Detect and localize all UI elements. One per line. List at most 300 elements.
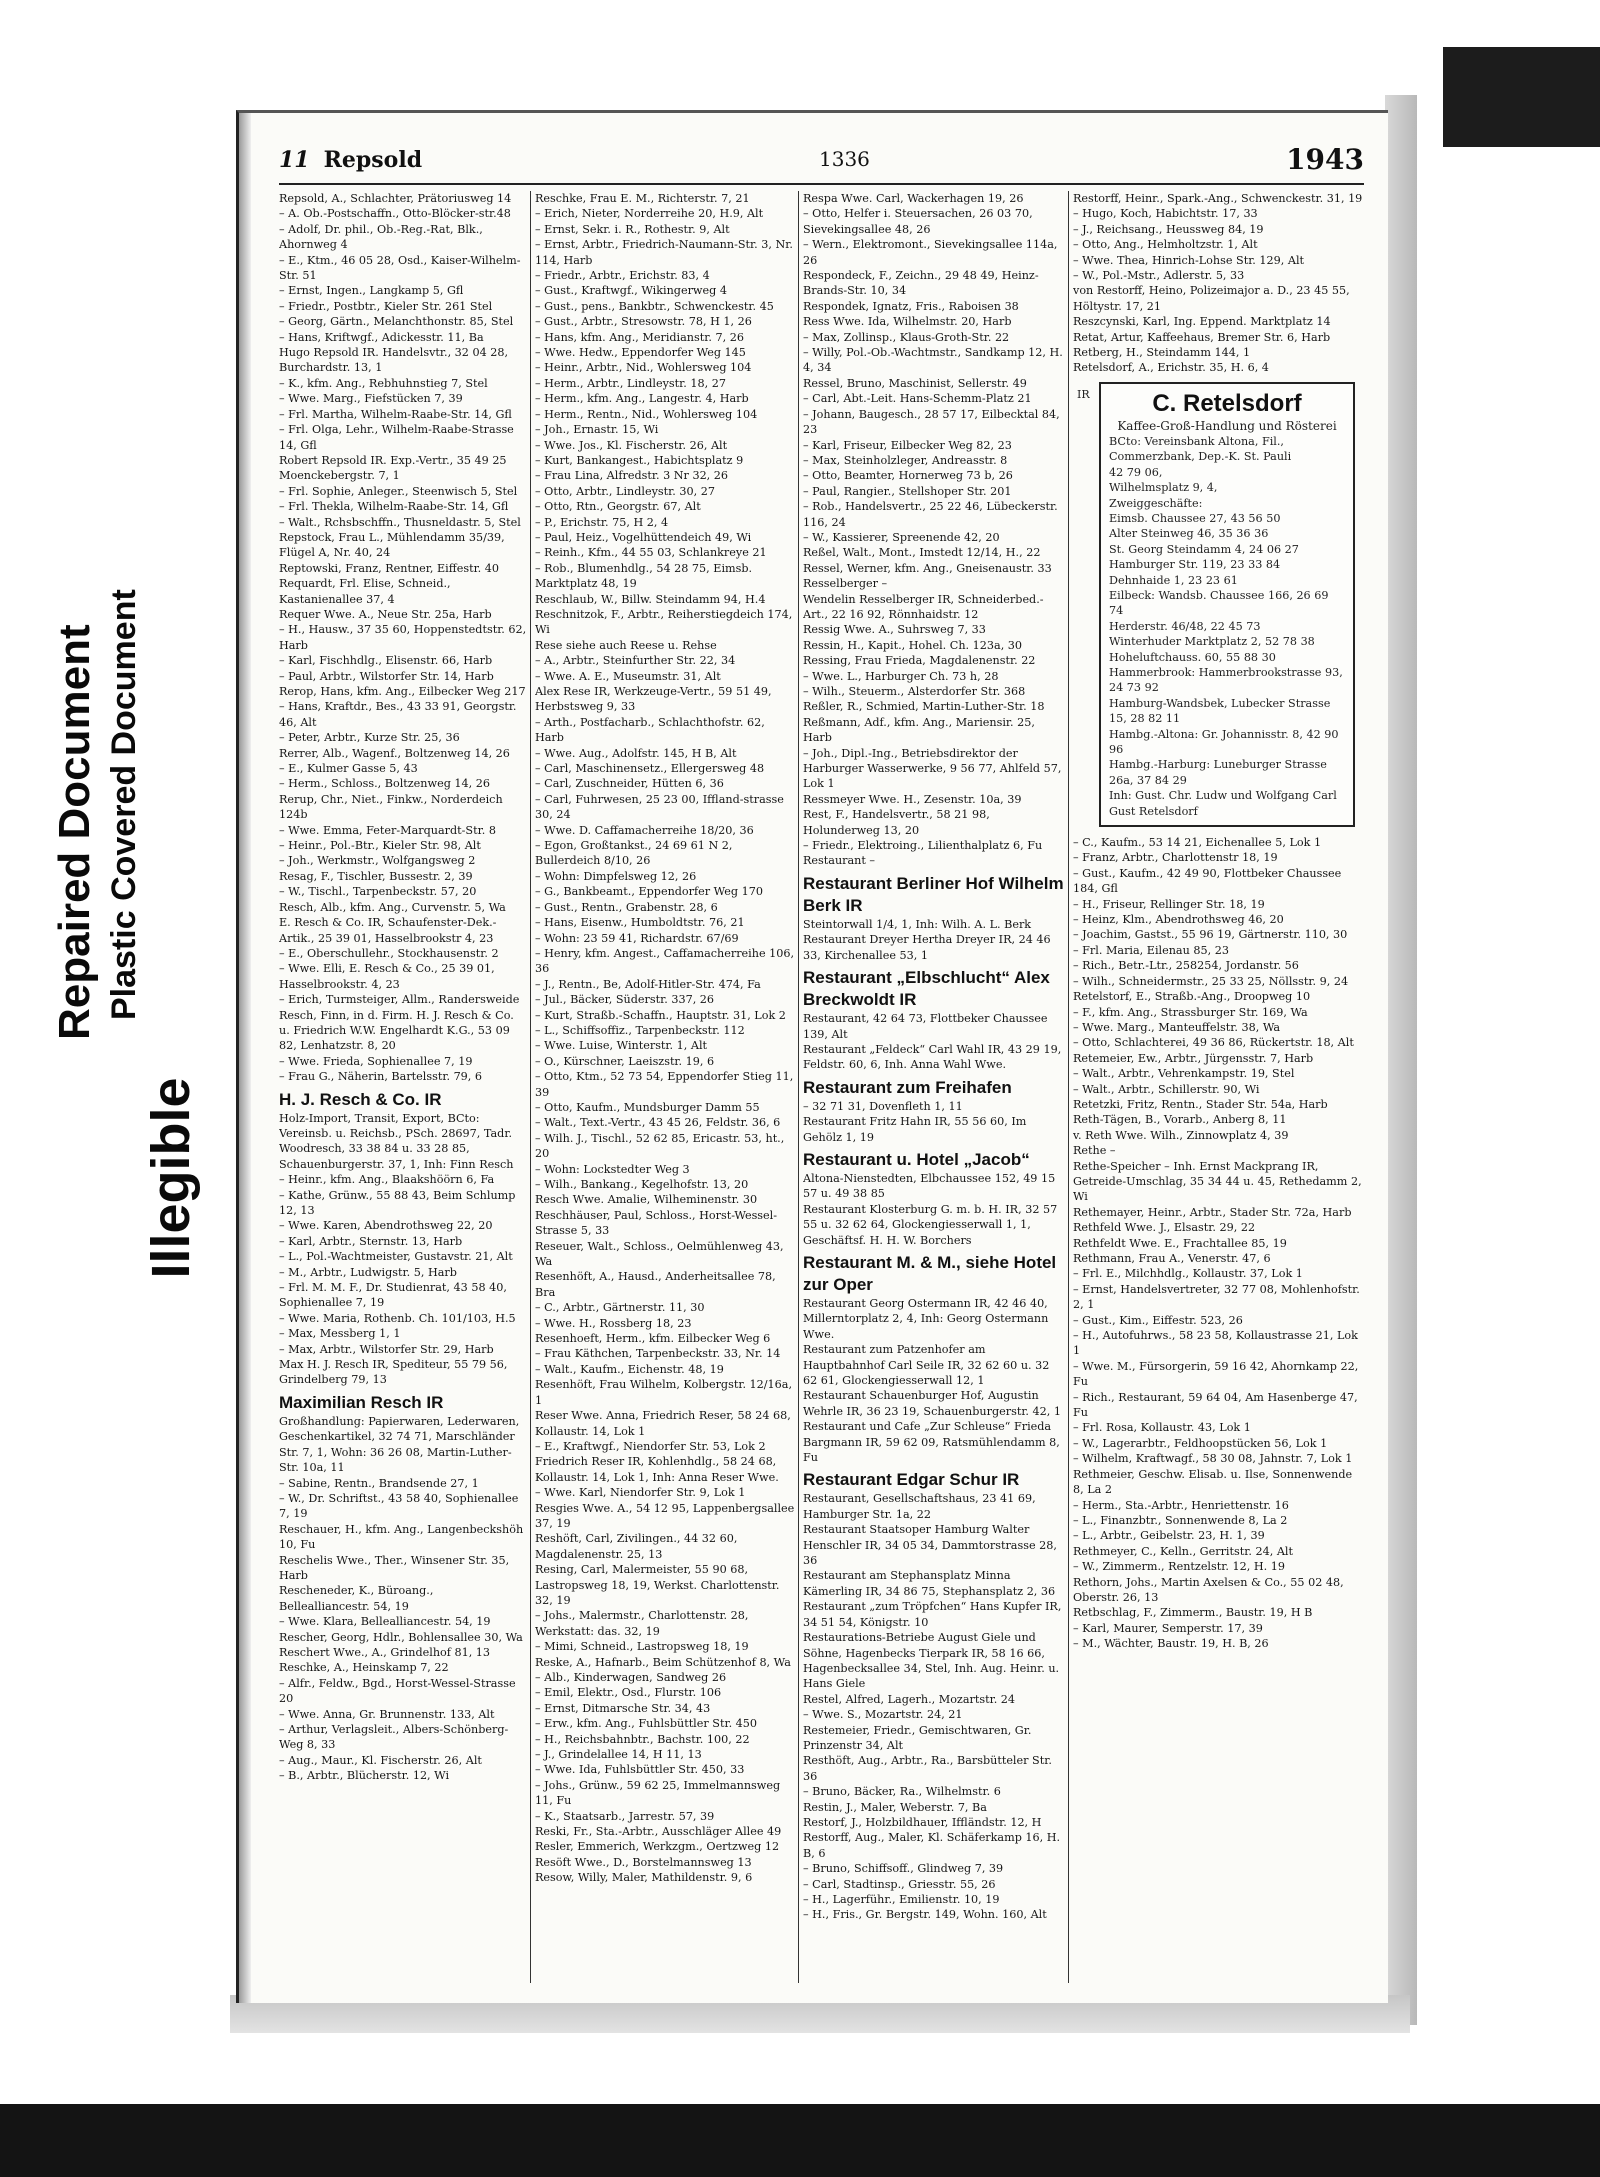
ad-line: BCto: Vereinsbank Altona, Fil., Commerzbank, Dep.-K. St. Pauli [1109, 434, 1292, 464]
header-left [279, 147, 422, 173]
listing-entry: Alex Rese IR, Werkzeuge-Vertr., 59 51 49, Herbstsweg 9, 33 [535, 685, 772, 714]
ad-subtitle: Kaffee-Groß-Handlung und Rösterei [1117, 418, 1337, 433]
listing-entry: Restorff, Aug., Maler, Kl. Schäferkamp 16, H. B, 6 [803, 1831, 1061, 1860]
listing-entry: – Gust., Kraftwgf., Wikingerweg 4 [535, 284, 727, 298]
listing-entry: Restaurant Staatsoper Hamburg Walter Henschler IR, 34 05 34, Dammtorstrasse 28, 36 [803, 1523, 1057, 1568]
listing-entry: – Carl, Fuhrwesen, 25 23 00, Iffland-strasse 30, 24 [535, 792, 784, 822]
listing-entry: – Wilh. J., Tischl., 52 62 85, Ericastr. 53, ht., 20 [535, 1131, 785, 1161]
listing-entry: – Herm., Schloss., Boltzenweg 14, 26 [279, 777, 491, 791]
listing-entry: Rethmann, Frau A., Venerstr. 47, 6 [1073, 1252, 1271, 1265]
listing-entry: – Herm., Arbtr., Lindleystr. 18, 27 [535, 376, 726, 390]
column-divider [798, 191, 799, 1983]
listing-entry: v. Reth Wwe. Wilh., Zinnowplatz 4, 39 [1073, 1128, 1289, 1142]
listing-entry: Reßler, R., Schmied, Martin-Luther-Str. 18 [803, 700, 1045, 714]
listing-entry: – Max, Messberg 1, 1 [279, 1327, 401, 1341]
listing-entry: – Heinr., kfm. Ang., Blaakshöörn 6, Fa [279, 1173, 495, 1187]
ad-line: Inh: Gust. Chr. Ludw und Wolfgang Carl Gust Retelsdorf [1109, 789, 1337, 818]
listing-entry: Großhandlung: Papierwaren, Lederwaren, Geschenkartikel, 32 74 71, Marschländer Str. 7, 1, Wohn: 36 26 08, Martin-Luther-Str. 10a, 11 [279, 1414, 520, 1475]
listing-entry: Respondek, Ignatz, Fris., Raboisen 38 [803, 299, 1019, 313]
listing-entry: – K., kfm. Ang., Rebhuhnstieg 7, Stel [279, 376, 488, 390]
listing-entry: – Wwe. Karen, Abendrothsweg 22, 20 [279, 1219, 493, 1233]
listing-entry: Reptowski, Franz, Rentner, Eiffestr. 40 [279, 561, 500, 575]
column-2 [535, 191, 795, 1983]
listing-entry: – G., Bankbeamt., Eppendorfer Weg 170 [535, 885, 763, 899]
column-divider [1068, 191, 1069, 1983]
listing-entry: Ressel, Werner, kfm. Ang., Gneisenaustr. 33 [803, 561, 1052, 575]
listing-entry: Respa Wwe. Carl, Wackerhagen 19, 26 [803, 192, 1024, 205]
listing-entry: – C., Arbtr., Gärtnerstr. 11, 30 [535, 1301, 705, 1315]
listing-entry: – Wwe. Hedw., Eppendorfer Weg 145 [535, 346, 746, 360]
listing-entry: – Wwe. Thea, Hinrich-Lohse Str. 129, Alt [1073, 253, 1305, 267]
listing-entry: – Carl, Zuschneider, Hütten 6, 36 [535, 777, 724, 791]
ad-line: Hambg.-Harburg: Luneburger Strasse 26a, 37 84 29 [1109, 758, 1327, 787]
listing-entry: – Max, Steinholzleger, Andreasstr. 8 [803, 453, 1008, 467]
retelsdorf-advertisement [1077, 382, 1355, 827]
listing-entry: Restaurant Georg Ostermann IR, 42 46 40, Millerntorplatz 2, 4, Inh: Georg Ostermann Wwe. [803, 1296, 1049, 1341]
listing-entry: Reschert Wwe., A., Grindelhof 81, 13 [279, 1645, 491, 1659]
listing-entry: – Peter, Arbtr., Kurze Str. 25, 36 [279, 731, 460, 745]
listing-heading: Maximilian Resch IR [279, 1392, 444, 1412]
listing-entry: – Herm., Rentn., Nid., Wohlersweg 104 [535, 407, 758, 421]
listing-entry: – Emil, Elektr., Osd., Flurstr. 106 [535, 1686, 722, 1700]
plastic-covered-document-label: Plastic Covered Document [105, 589, 143, 1020]
listing-entry: – H., Hausw., 37 35 60, Hoppenstedtstr. 62, Harb [279, 623, 527, 652]
listing-entry: – H., Lagerführ., Emilienstr. 10, 19 [803, 1893, 1000, 1906]
listing-entry: Reth-Tägen, B., Vorarb., Anberg 8, 11 [1073, 1113, 1287, 1127]
listing-entry: Restaurant am Stephansplatz Minna Kämerling IR, 34 86 75, Stephansplatz 2, 36 [803, 1569, 1056, 1598]
listing-entry: Reschke, A., Heinskamp 7, 22 [279, 1661, 449, 1675]
column-3 [803, 191, 1065, 1983]
listing-entry: – Kathe, Grünw., 55 88 43, Beim Schlump 12, 13 [279, 1188, 516, 1217]
listing-entry: – Frl. E., Milchhdlg., Kollaustr. 37, Lok 1 [1073, 1267, 1303, 1281]
listing-entry: Restaurant „zum Tröpfchen“ Hans Kupfer IR, 34 51 54, Königstr. 10 [803, 1600, 1062, 1629]
listing-entry: – Wwe. Klara, Bellealliancestr. 54, 19 [279, 1615, 491, 1629]
listing-entry: – Wwe. Luise, Winterstr. 1, Alt [535, 1039, 708, 1053]
listing-entry: Retelstorf, E., Straßb.-Ang., Droopweg 10 [1073, 990, 1311, 1004]
listing-entry: Repstock, Frau L., Mühlendamm 35/39, Flügel A, Nr. 40, 24 [279, 530, 505, 560]
listing-entry: – W., Dr. Schriftst., 43 58 40, Sophienallee 7, 19 [279, 1491, 519, 1521]
listing-entry: Resthöft, Aug., Arbtr., Ra., Barsbütteler Str. 36 [803, 1754, 1052, 1783]
listing-entry: – Wwe. H., Rossberg 18, 23 [535, 1316, 692, 1330]
ad-line: Hammerbrook: Hammerbrookstrasse 93, 24 73 92 [1109, 665, 1343, 695]
listing-entry: – Reinh., Kfm., 44 55 03, Schlankreye 21 [535, 546, 767, 560]
header-mark: 11 [279, 147, 310, 173]
listing-entry: – Wilh., Schneidermstr., 25 33 25, Nöllsstr. 9, 24 [1073, 974, 1349, 988]
listing-entry: – Ernst, Handelsvertreter, 32 77 08, Mohlenhofstr. 2, 1 [1073, 1282, 1360, 1312]
listing-entry: – L., Finanzbtr., Sonnenwende 8, La 2 [1073, 1513, 1288, 1527]
listing-entry: – W., Pol.-Mstr., Adlerstr. 5, 33 [1073, 269, 1245, 283]
listing-entry: – K., Staatsarb., Jarrestr. 57, 39 [535, 1809, 715, 1823]
listing-entry: – Joh., Ernastr. 15, Wi [535, 423, 659, 437]
listing-entry: – J., Grindelallee 14, H 11, 13 [535, 1748, 702, 1762]
listing-entry: Restaurant „Feldeck“ Carl Wahl IR, 43 29 19, Feldstr. 60, 6, Inh. Anna Wahl Wwe. [803, 1042, 1062, 1072]
listing-entry: – H., Fris., Gr. Bergstr. 149, Wohn. 160, Alt [803, 1908, 1047, 1922]
listing-entry: Resch, Finn, in d. Firm. H. J. Resch & Co. u. Friedrich W.W. Engelhardt K.G., 53 09 82, Lenhatzstr. 8, 20 [279, 1008, 514, 1053]
listing-entry: Ressmeyer Wwe. H., Zesenstr. 10a, 39 [803, 792, 1022, 806]
ad-line: Eimsb. Chaussee 27, 43 56 50 [1109, 511, 1281, 525]
listing-entry: – A. Ob.-Postschaffn., Otto-Blöcker-str.48 [279, 207, 511, 221]
listing-entry: – H., Autofuhrws., 58 23 58, Kollaustrasse 21, Lok 1 [1073, 1329, 1358, 1358]
listing-entry: – Frau Käthchen, Tarpenbeckstr. 33, Nr. 14 [535, 1347, 781, 1361]
listing-entry: Reszcynski, Karl, Ing. Eppend. Marktplatz 14 [1073, 315, 1331, 329]
listing-entry: – J., Reichsang., Heussweg 84, 19 [1073, 222, 1264, 236]
columns [279, 191, 1364, 1983]
scan-corner-block [1443, 47, 1600, 147]
illegible-label: Illegible [141, 1077, 201, 1279]
listing-entry: – H., Reichsbahnbtr., Bachstr. 100, 22 [535, 1732, 750, 1746]
listing-entry: – Ernst, Ditmarsche Str. 34, 43 [535, 1701, 711, 1715]
listing-entry: Restaurant Klosterburg G. m. b. H. IR, 32 57 55 u. 32 62 64, Glockengiesserwall 1, 1, Geschäftsf. H. H. W. Borchers [803, 1202, 1058, 1247]
listing-entry: – Wwe. Emma, Feter-Marquardt-Str. 8 [279, 823, 496, 837]
listing-heading: Restaurant u. Hotel „Jacob“ [803, 1149, 1030, 1169]
listing-entry: von Restorff, Heino, Polizeimajor a. D., 23 45 55, Höltystr. 17, 21 [1073, 284, 1350, 313]
listing-entry: – Carl, Maschinensetz., Ellergersweg 48 [535, 762, 765, 776]
listing-entry: – Paul, Heiz., Vogelhüttendeich 49, Wi [535, 530, 752, 544]
listing-entry: – Johs., Malermstr., Charlottenstr. 28, Werkstatt: das. 32, 19 [535, 1609, 749, 1638]
listing-entry: Retemeier, Ew., Arbtr., Jürgensstr. 7, Harb [1073, 1051, 1314, 1065]
listing-entry: – J., Rentn., Be, Adolf-Hitler-Str. 474, Fa [535, 977, 761, 991]
listing-entry: – Gust., Kim., Eiffestr. 523, 26 [1073, 1313, 1243, 1327]
listing-entry: – Walt., Rchsbschffn., Thusneldastr. 5, Stel [279, 515, 521, 529]
listing-entry: – P., Erichstr. 75, H 2, 4 [535, 515, 669, 529]
listing-entry: – Aug., Maur., Kl. Fischerstr. 26, Alt [279, 1753, 482, 1767]
listing-entry: – Erich, Turmsteiger, Allm., Randersweide [279, 993, 520, 1007]
listing-entry: Requer Wwe. A., Neue Str. 25a, Harb [279, 607, 492, 621]
listing-entry: – Erich, Nieter, Norderreihe 20, H.9, Alt [535, 207, 764, 221]
listing-entry: – Carl, Stadtinsp., Griesstr. 55, 26 [803, 1877, 996, 1891]
listing-entry: Rethorn, Johs., Martin Axelsen & Co., 55 02 48, Oberstr. 26, 13 [1073, 1575, 1344, 1604]
listing-entry: – Otto, Helfer i. Steuersachen, 26 03 70, Sievekingsallee 48, 26 [803, 207, 1033, 236]
column-4-top [1073, 191, 1363, 376]
column-4-bottom [1073, 835, 1363, 1652]
listing-entry: – Wwe. Ida, Fuhlsbüttler Str. 450, 33 [535, 1763, 745, 1777]
listing-entry: – Heinz, Klm., Abendrothsweg 46, 20 [1073, 913, 1284, 927]
listing-entry: Max H. J. Resch IR, Spediteur, 55 79 56, Grindelberg 79, 13 [279, 1358, 508, 1387]
listing-entry: Retberg, H., Steindamm 144, 1 [1073, 346, 1251, 360]
listing-entry: – L., Pol.-Wachtmeister, Gustavstr. 21, Alt [279, 1250, 513, 1264]
listing-entry: – Wohn: Dimpfelsweg 12, 26 [535, 869, 697, 883]
listing-entry: Reser Wwe. Anna, Friedrich Reser, 58 24 68, Kollaustr. 14, Lok 1 [535, 1409, 791, 1438]
ad-lines [1109, 434, 1345, 819]
listing-entry: – Johs., Grünw., 59 62 25, Immelmannsweg 11, Fu [535, 1778, 781, 1808]
listing-entry: – Bruno, Bäcker, Ra., Wilhelmstr. 6 [803, 1785, 1001, 1799]
listing-entry: Reseuer, Walt., Schloss., Oelmühlenweg 43, Wa [535, 1239, 784, 1269]
listing-entry: – M., Wächter, Baustr. 19, H. B, 26 [1073, 1637, 1269, 1651]
listing-entry: – Otto, Schlachterei, 49 36 86, Rückertstr. 18, Alt [1073, 1036, 1354, 1050]
listing-entry: Retetzki, Fritz, Rentn., Stader Str. 54a, Harb [1073, 1097, 1328, 1111]
page-number: 1336 [819, 147, 870, 171]
listing-entry: Requardt, Frl. Elise, Schneid., Kastanienallee 37, 4 [279, 577, 451, 606]
listing-entry: – H., Friseur, Rellinger Str. 18, 19 [1073, 897, 1265, 911]
listing-entry: – E., Ktm., 46 05 28, Osd., Kaiser-Wilhelm-Str. 51 [279, 253, 521, 283]
listing-entry: Rethfeld Wwe. J., Elsastr. 29, 22 [1073, 1221, 1256, 1235]
listing-entry: – Joachim, Gastst., 55 96 19, Gärtnerstr. 110, 30 [1073, 928, 1348, 942]
listing-heading: Restaurant „Elbschlucht“ Alex Breckwoldt IR [803, 968, 1050, 1010]
ad-line: Zweiggeschäfte: [1109, 496, 1203, 510]
listing-entry: – Bruno, Schiffsoff., Glindweg 7, 39 [803, 1862, 1004, 1876]
header-rule [279, 183, 1364, 185]
listing-entry: – Georg, Gärtn., Melanchthonstr. 85, Stel [279, 315, 514, 329]
repaired-document-label: Repaired Document [50, 624, 99, 1040]
listing-entry: – Henry, kfm. Angest., Caffamacherreihe 106, 36 [535, 946, 795, 976]
listing-entry: – Gust., Arbtr., Stresowstr. 78, H 1, 26 [535, 315, 752, 329]
page-gutter [239, 113, 251, 2003]
ad-line: 42 79 06, [1109, 465, 1163, 479]
column-divider [530, 191, 531, 1983]
listing-entry: – Ernst, Arbtr., Friedrich-Naumann-Str. 3, Nr. 114, Harb [535, 238, 793, 267]
ad-tag: IR [1077, 387, 1090, 401]
listing-entry: Resow, Willy, Maler, Mathildenstr. 9, 6 [535, 1871, 753, 1885]
listing-entry: – Karl, Arbtr., Sternstr. 13, Harb [279, 1234, 463, 1248]
listing-entry: – Otto, Rtn., Georgstr. 67, Alt [535, 500, 701, 514]
listing-entry: Rest, F., Handelsvertr., 58 21 98, Holunderweg 13, 20 [803, 808, 990, 837]
listing-entry: – Arth., Postfacharb., Schlachthofstr. 62, Harb [535, 715, 765, 745]
listing-entry: Rethe – [1073, 1144, 1116, 1158]
listing-entry: Respondeck, F., Zeichn., 29 48 49, Heinz-Brands-Str. 10, 34 [803, 269, 1039, 298]
listing-entry: Reske, A., Hafnarb., Beim Schützenhof 8, Wa [535, 1655, 791, 1669]
listing-entry: – Wwe. Jos., Kl. Fischerstr. 26, Alt [535, 438, 728, 452]
listing-entry: Restaurant und Cafe „Zur Schleuse“ Frieda Bargmann IR, 59 62 09, Ratsmühlendamm 8, Fu [803, 1420, 1060, 1465]
listing-entry: – Ernst, Sekr. i. R., Rothestr. 9, Alt [535, 222, 730, 236]
listing-entry: – Hans, Kraftdr., Bes., 43 33 91, Georgstr. 46, Alt [279, 700, 517, 729]
listing-entry: E. Resch & Co. IR, Schaufenster-Dek.-Artik., 25 39 01, Hasselbrookstr 4, 23 [279, 916, 497, 945]
listing-entry: Retat, Artur, Kaffeehaus, Bremer Str. 6, Harb [1073, 330, 1331, 344]
ad-line: Hamburg-Wandsbek, Lubecker Strasse 15, 28 82 11 [1109, 696, 1331, 726]
listing-entry: Reschke, Frau E. M., Richterstr. 7, 21 [535, 192, 750, 205]
listing-entry: – Wilhelm, Kraftwagf., 58 30 08, Jahnstr. 7, Lok 1 [1073, 1452, 1353, 1466]
listing-entry: – Frl. Maria, Eilenau 85, 23 [1073, 943, 1229, 957]
listing-entry: – E., Kraftwgf., Niendorfer Str. 53, Lok 2 [535, 1439, 766, 1453]
listing-entry: – Wwe. Elli, E. Resch & Co., 25 39 01, Hasselbrookstr. 4, 23 [279, 962, 495, 991]
listing-entry: – C., Kaufm., 53 14 21, Eichenallee 5, Lok 1 [1073, 836, 1322, 850]
listing-entry: – Paul, Rangier., Stellshoper Str. 201 [803, 484, 1012, 498]
page-header [279, 143, 1364, 183]
listing-entry: – Frl. Thekla, Wilhelm-Raabe-Str. 14, Gfl [279, 500, 509, 514]
listing-entry: – Wilh., Bankang., Kegelhofstr. 13, 20 [535, 1178, 749, 1191]
listing-entry: – Mimi, Schneid., Lastropsweg 18, 19 [535, 1640, 749, 1654]
listing-entry: – Wwe. M., Fürsorgerin, 59 16 42, Ahornkamp 22, Fu [1073, 1359, 1359, 1389]
page-edge-right [1385, 95, 1417, 2025]
listing-entry: Rerop, Hans, kfm. Ang., Eilbecker Weg 217 [279, 685, 526, 698]
listing-entry: – Kurt, Bankangest., Habichtsplatz 9 [535, 453, 744, 467]
listing-entry: – Wwe. Marg., Manteuffelstr. 38, Wa [1073, 1020, 1281, 1034]
listing-entry: – Gust., Rentn., Grabenstr. 28, 6 [535, 900, 718, 914]
header-year: 1943 [1286, 143, 1364, 176]
listing-entry: – Max, Arbtr., Wilstorfer Str. 29, Harb [279, 1342, 494, 1356]
listing-entry: – Otto, Ktm., 52 73 54, Eppendorfer Stieg 11, 39 [535, 1070, 794, 1099]
ad-line: Hambg.-Altona: Gr. Johannisstr. 8, 42 90 96 [1109, 727, 1339, 756]
listing-entry: – Otto, Arbtr., Lindleystr. 30, 27 [535, 484, 715, 498]
listing-entry: Ressin, H., Kapit., Hohel. Ch. 123a, 30 [803, 638, 1023, 652]
ad-line: Alter Steinweg 46, 35 36 36 [1109, 527, 1269, 541]
listing-entry: – Wwe. D. Caffamacherreihe 18/20, 36 [535, 823, 754, 837]
listing-entry: Restaurant, Gesellschaftshaus, 23 41 69, Hamburger Str. 1a, 22 [803, 1492, 1036, 1521]
listing-entry: – Otto, Beamter, Hornerweg 73 b, 26 [803, 469, 1013, 483]
listing-entry: Rese siehe auch Reese u. Rehse [535, 638, 717, 652]
listing-entry: – O., Kürschner, Laeiszstr. 19, 6 [535, 1054, 715, 1068]
listing-entry: Reßmann, Adf., kfm. Ang., Mariensir. 25, Harb [803, 715, 1035, 745]
ad-line: Hamburger Str. 119, 23 33 84 [1109, 558, 1281, 572]
listing-heading: Restaurant Berliner Hof Wilhelm Berk IR [803, 873, 1064, 915]
listing-entry: – Frau Lina, Alfredstr. 3 Nr 32, 26 [535, 469, 729, 483]
listing-entry: – Herm., Sta.-Arbtr., Henriettenstr. 16 [1073, 1498, 1289, 1512]
listing-entry: Reski, Fr., Sta.-Arbtr., Ausschläger Allee 49 [535, 1825, 782, 1839]
listing-entry: – Willy, Pol.-Ob.-Wachtmstr., Sandkamp 12, H. 4, 34 [803, 346, 1063, 375]
listing-entry: – Hugo, Koch, Habichtstr. 17, 33 [1073, 207, 1258, 221]
listing-entry: – Karl, Maurer, Semperstr. 17, 39 [1073, 1621, 1263, 1635]
listing-entry: – Egon, Großtankst., 24 69 61 N 2, Bullerdeich 8/10, 26 [535, 839, 733, 868]
listing-entry: Reschauer, H., kfm. Ang., Langenbeckshöh 10, Fu [279, 1522, 524, 1552]
listing-entry: – Frl. M. M. F., Dr. Studienrat, 43 58 40, Sophienallee 7, 19 [279, 1281, 507, 1310]
listing-entry: Restaurant Schauenburger Hof, Augustin Wehrle IR, 36 23 19, Schauenburgerstr. 42, 1 [803, 1389, 1062, 1418]
listing-entry: Resler, Emmerich, Werkzgm., Oertzweg 12 [535, 1840, 780, 1854]
listing-entry: – Frl. Olga, Lehr., Wilhelm-Raabe-Strasse 14, Gfl [279, 423, 514, 452]
listing-entry: – Wwe. Frieda, Sophienallee 7, 19 [279, 1054, 473, 1068]
listing-entry: Rethmeier, Geschw. Elisab. u. Ilse, Sonnenwende 8, La 2 [1073, 1467, 1353, 1497]
listing-entry: – B., Arbtr., Blücherstr. 12, Wi [279, 1769, 450, 1783]
listing-entry: – Arthur, Verlagsleit., Albers-Schönberg-Weg 8, 33 [279, 1723, 509, 1752]
listing-entry: – Herm., kfm. Ang., Langestr. 4, Harb [535, 392, 749, 406]
listing-entry: Restaurant Dreyer Hertha Dreyer IR, 24 46 33, Kirchenallee 53, 1 [803, 933, 1051, 962]
listing-entry: – Frl. Martha, Wilhelm-Raabe-Str. 14, Gfl [279, 407, 512, 421]
listing-entry: – Joh., Dipl.-Ing., Betriebsdirektor der Harburger Wasserwerke, 9 56 77, Ahlfeld 57, Lok 1 [803, 746, 1062, 791]
listing-entry: Restaurations-Betriebe August Giele und Söhne, Hagenbecks Tierpark IR, 58 16 66, Hagenbecksallee 34, Stel, Inh. Aug. Heinr. u. Hans Giele [803, 1631, 1060, 1691]
listing-entry: Rethfeldt Wwe. E., Frachtallee 85, 19 [1073, 1236, 1287, 1250]
ad-line: Eilbeck: Wandsb. Chaussee 166, 26 69 74 [1109, 588, 1329, 618]
listing-entry: Restaurant zum Patzenhofer am Hauptbahnhof Carl Seile IR, 32 62 60 u. 32 62 61, Glockengiesserwall 12, 1 [803, 1343, 1050, 1387]
listing-entry: – Alfr., Feldw., Bgd., Horst-Wessel-Strasse 20 [279, 1676, 516, 1706]
listing-entry: – Wwe. S., Mozartstr. 24, 21 [803, 1708, 963, 1722]
listing-entry: – Hans, kfm. Ang., Meridianstr. 7, 26 [535, 330, 744, 344]
listing-entry: Retelsdorf, A., Erichstr. 35, H. 6, 4 [1073, 361, 1269, 375]
listing-entry: Reschnitzok, F., Arbtr., Reiherstiegdeich 174, Wi [535, 607, 793, 637]
listing-entry: – L., Schiffsoffiz., Tarpenbeckstr. 112 [535, 1023, 745, 1037]
listing-entry: – Walt., Text.-Vertr., 43 45 26, Feldstr. 36, 6 [535, 1116, 781, 1130]
listing-entry: – Wohn: 23 59 41, Richardstr. 67/69 [535, 931, 739, 945]
column-1 [279, 191, 527, 1983]
listing-entry: – Otto, Kaufm., Mundsburger Damm 55 [535, 1100, 760, 1114]
listing-entry: – Alb., Kinderwagen, Sandweg 26 [535, 1671, 727, 1684]
listing-entry: Rerup, Chr., Niet., Finkw., Norderdeich 124b [279, 792, 503, 822]
listing-entry: – Wwe. L., Harburger Ch. 73 h, 28 [803, 669, 999, 683]
listing-entry: – Friedr., Postbtr., Kieler Str. 261 Stel [279, 299, 493, 313]
listing-entry: – Friedr., Arbtr., Erichstr. 83, 4 [535, 269, 710, 283]
listing-entry: Friedrich Reser IR, Kohlenhdlg., 58 24 68, Kollaustr. 14, Lok 1, Inh: Anna Reser Wwe. [535, 1455, 779, 1484]
listing-entry: Altona-Nienstedten, Elbchaussee 152, 49 15 57 u. 49 38 85 [803, 1171, 1056, 1201]
listing-entry: Reschhäuser, Paul, Schloss., Horst-Wessel-Strasse 5, 33 [535, 1208, 778, 1238]
listing-entry: – Hans, Eisenw., Humboldtstr. 76, 21 [535, 916, 745, 930]
listing-entry: Rescher, Georg, Hdlr., Bohlensallee 30, Wa [279, 1630, 523, 1644]
listing-entry: Rerrer, Alb., Wagenf., Boltzenweg 14, 26 [279, 746, 510, 760]
listing-entry: – Walt., Arbtr., Vehrenkampstr. 19, Stel [1073, 1067, 1295, 1081]
listing-entry: – W., Lagerarbtr., Feldhoopstücken 56, Lok 1 [1073, 1436, 1328, 1450]
listing-entry: – Franz, Arbtr., Charlottenstr 18, 19 [1073, 851, 1278, 865]
listing-entry: – W., Zimmerm., Rentzelstr. 12, H. 19 [1073, 1560, 1285, 1574]
listing-entry: – Rich., Restaurant, 59 64 04, Am Hasenberge 47, Fu [1073, 1390, 1358, 1420]
listing-entry: Resenhöft, Frau Wilhelm, Kolbergstr. 12/16a, 1 [535, 1378, 793, 1407]
listing-entry: Holz-Import, Transit, Export, BCto: Vereinsb. u. Reichsb., PSch. 28697, Tadr. Woodresch, 33 38 84 u. 33 28 85, Schauenburgerstr. 37, 1, Inh: Finn Resch [279, 1111, 514, 1171]
listing-entry: – Joh., Werkmstr., Wolfgangsweg 2 [279, 854, 476, 868]
scan-bottom-bar [0, 2104, 1600, 2177]
listing-entry: Resöft Wwe., D., Borstelmannsweg 13 [535, 1855, 752, 1869]
listing-entry: Robert Repsold IR. Exp.-Vertr., 35 49 25 Moenckebergstr. 7, 1 [279, 453, 507, 483]
listing-entry: – Erw., kfm. Ang., Fuhlsbüttler Str. 450 [535, 1717, 758, 1731]
listing-entry: Resag, F., Tischler, Bussestr. 2, 39 [279, 869, 473, 883]
listing-entry: Resenhöft, A., Hausd., Anderheitsallee 78, Bra [535, 1270, 776, 1299]
listing-entry: Resenhoeft, Herm., kfm. Eilbecker Weg 6 [535, 1332, 771, 1346]
listing-entry: – Hans, Kriftwgf., Adickesstr. 11, Ba [279, 330, 484, 344]
listing-entry: – Wern., Elektromont., Sievekingsallee 114a, 26 [803, 238, 1058, 267]
directory-page [236, 110, 1388, 2003]
listing-entry: – Johann, Baugesch., 28 57 17, Eilbecktal 84, 23 [803, 407, 1060, 437]
listing-entry: – Frl. Rosa, Kollaustr. 43, Lok 1 [1073, 1421, 1251, 1435]
listing-entry: – Friedr., Elektroing., Lilienthalplatz 6, Fu [803, 839, 1043, 853]
ad-line: Winterhuder Marktplatz 2, 52 78 38 [1109, 635, 1315, 649]
listing-entry: – E., Oberschullehr., Stockhausenstr. 2 [279, 946, 499, 960]
listing-entry: – Carl, Abt.-Leit. Hans-Schemm-Platz 21 [803, 392, 1032, 406]
listing-entry: – Max, Zollinsp., Klaus-Groth-Str. 22 [803, 330, 1010, 344]
listing-heading: Restaurant zum Freihafen [803, 1077, 1012, 1097]
listing-entry: Restin, J., Maler, Weberstr. 7, Ba [803, 1800, 987, 1814]
ad-line: Herderstr. 46/48, 22 45 73 [1109, 619, 1261, 633]
listing-heading: H. J. Resch & Co. IR [279, 1089, 442, 1109]
listing-entry: – Paul, Arbtr., Wilstorfer Str. 14, Harb [279, 669, 494, 683]
listing-entry: – Adolf, Dr. phil., Ob.-Reg.-Rat, Blk., Ahornweg 4 [279, 222, 483, 252]
listing-entry: Retbschlag, F., Zimmerm., Baustr. 19, H B [1073, 1606, 1313, 1620]
listing-entry: – Frau G., Näherin, Bartelsstr. 79, 6 [279, 1070, 483, 1084]
listing-entry: Ressing, Frau Frieda, Magdalenenstr. 22 [803, 654, 1036, 668]
listing-entry: – W., Tischl., Tarpenbeckstr. 57, 20 [279, 885, 477, 899]
listing-entry: Ressig Wwe. A., Suhrsweg 7, 33 [803, 623, 986, 637]
listing-entry: Reschlaub, W., Billw. Steindamm 94, H.4 [535, 592, 766, 606]
listing-entry: Resselberger – [803, 577, 888, 591]
listing-entry: Wendelin Resselberger IR, Schneiderbed.-Art., 22 16 92, Rönnhaidstr. 12 [803, 592, 1044, 621]
listing-entry: – Walt., Kaufm., Eichenstr. 48, 19 [535, 1362, 724, 1376]
listing-entry: – Karl, Fischhdlg., Elisenstr. 66, Harb [279, 654, 493, 668]
listing-entry: – F., kfm. Ang., Strassburger Str. 169, Wa [1073, 1005, 1308, 1019]
listing-entry: – Wwe. Aug., Adolfstr. 145, H B, Alt [535, 746, 737, 760]
ad-line: St. Georg Steindamm 4, 24 06 27 [1109, 542, 1299, 556]
listing-entry: Repsold, A., Schlachter, Prätoriusweg 14 [279, 192, 512, 205]
listing-entry: Rethe-Speicher – Inh. Ernst Mackprang IR, Getreide-Umschlag, 35 34 44 u. 45, Rethedamm 2, Wi [1073, 1159, 1362, 1204]
listing-entry: – E., Kulmer Gasse 5, 43 [279, 762, 418, 776]
listing-entry: Hugo Repsold IR. Handelsvtr., 32 04 28, Burchardstr. 13, 1 [279, 346, 509, 375]
listing-entry: Resch, Alb., kfm. Ang., Curvenstr. 5, Wa [279, 900, 506, 914]
ad-line: Hoheluftchauss. 60, 55 88 30 [1109, 650, 1276, 664]
listing-entry: – W., Kassierer, Spreenende 42, 20 [803, 530, 1000, 544]
listing-entry: – Frl. Sophie, Anleger., Steenwisch 5, Stel [279, 484, 518, 498]
listing-entry: – Wwe. A. E., Museumstr. 31, Alt [535, 669, 721, 683]
listing-entry: – A., Arbtr., Steinfurther Str. 22, 34 [535, 654, 736, 668]
listing-entry: – Rob., Handelsvertr., 25 22 46, Lübeckerstr. 116, 24 [803, 500, 1058, 529]
listing-entry: Steintorwall 1/4, 1, Inh: Wilh. A. L. Berk [803, 917, 1032, 931]
listing-entry: – Rich., Betr.-Ltr., 258254, Jordanstr. 56 [1073, 959, 1299, 973]
listing-entry: Ress Wwe. Ida, Wilhelmstr. 20, Harb [803, 315, 1012, 329]
listing-entry: Reschelis Wwe., Ther., Winsener Str. 35, Harb [279, 1553, 510, 1582]
listing-entry: – Ernst, Ingen., Langkamp 5, Gfl [279, 284, 464, 298]
listing-entry: – Walt., Arbtr., Schillerstr. 90, Wi [1073, 1082, 1260, 1096]
listing-entry: Restel, Alfred, Lagerh., Mozartstr. 24 [803, 1692, 1016, 1706]
listing-entry: Resgies Wwe. A., 54 12 95, Lappenbergsallee 37, 19 [535, 1501, 795, 1530]
listing-entry: – Jul., Bäcker, Süderstr. 337, 26 [535, 993, 715, 1007]
listing-entry: Resing, Carl, Malermeister, 55 90 68, Lastropsweg 18, 19, Werkst. Charlottenstr. 32, 19 [535, 1563, 780, 1607]
listing-entry: – Sabine, Rentn., Brandsende 27, 1 [279, 1476, 479, 1490]
listing-entry: Restaurant – [803, 854, 876, 868]
column-4 [1073, 191, 1363, 1983]
listing-entry: Restaurant, 42 64 73, Flottbeker Chaussee 139, Alt [803, 1012, 1048, 1041]
listing-entry: – Wwe. Marg., Fiefstücken 7, 39 [279, 392, 463, 406]
listing-entry: Restaurant Fritz Hahn IR, 55 56 60, Im Gehölz 1, 19 [803, 1115, 1027, 1144]
